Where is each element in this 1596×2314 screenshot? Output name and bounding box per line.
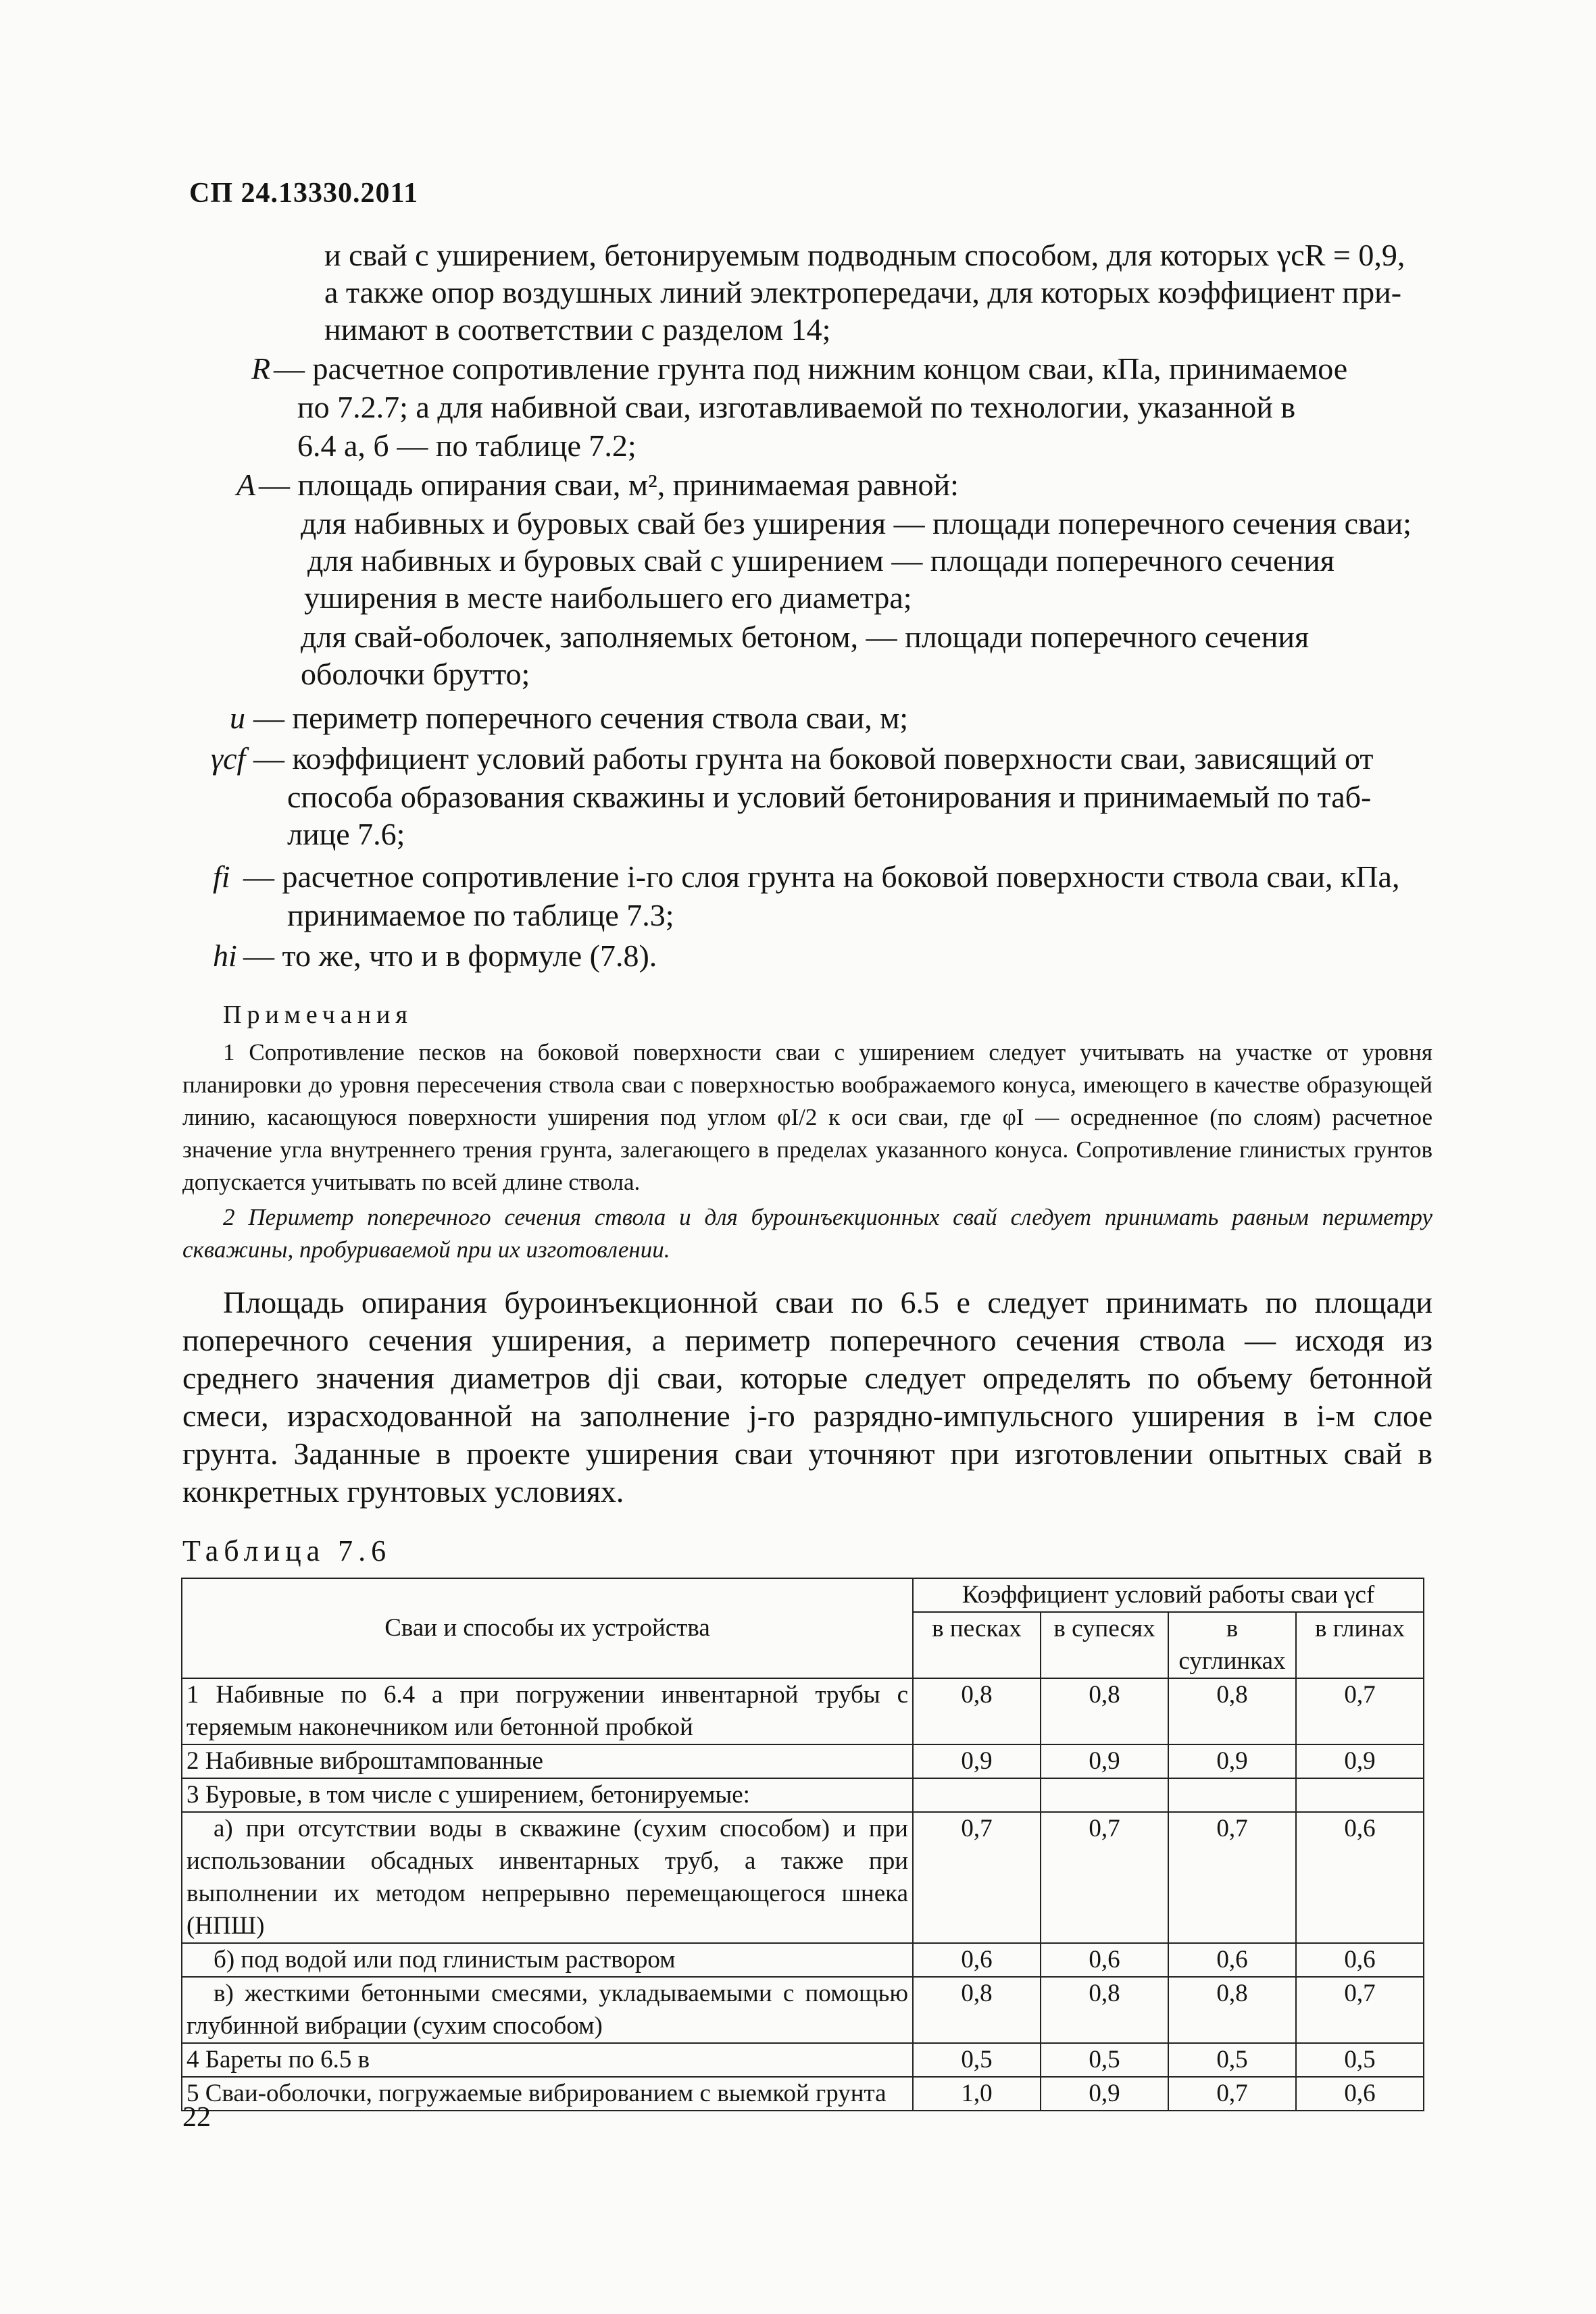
- row-name: 4 Бареты по 6.5 в: [182, 2043, 913, 2077]
- cell: 0,5: [1168, 2043, 1296, 2077]
- table-row: [182, 2077, 1424, 2111]
- cell: 0,5: [1041, 2043, 1168, 2077]
- cell: 0,8: [913, 1977, 1041, 2043]
- notes: [182, 999, 1432, 1266]
- def-term: R: [251, 351, 271, 386]
- note-item: 1 Сопротивление песков на боковой поверхности сваи с уширением следует учитывать на участке от уровня планировки до уровня пересечения ствола сваи с поверхностью воображаемого конуса, имеющего в качестве образующей линию, касающуюся поверхности уширения под углом φI/2 к оси сваи, где φI — осредненное (по слоям) расчетное значение угла внутреннего трения грунта, залегающего в пределах указанного конуса. Сопротивление глинистых грунтов допускается учитывать по всей длине ствола.: [182, 1039, 1432, 1195]
- cell: 0,6: [1296, 1812, 1424, 1943]
- header-loam: в суглинках: [1168, 1612, 1296, 1678]
- def-line: нимают в соответствии с разделом 14;: [324, 312, 831, 347]
- cell: [1296, 1778, 1424, 1812]
- cell: 0,5: [913, 2043, 1041, 2077]
- cell: 0,9: [913, 1744, 1041, 1778]
- row-name: 1 Набивные по 6.4 а при погружении инвентарной трубы с теряемым наконечником или бетонной пробкой: [182, 1678, 913, 1744]
- table-row: [182, 1943, 1424, 1977]
- cell: [1041, 1778, 1168, 1812]
- note-item: 2 Периметр поперечного сечения ствола u для буроинъекционных свай следует принимать равным периметру скважины, пробуриваемой при их изготовлении.: [182, 1204, 1432, 1263]
- def-line: оболочки брутто;: [301, 657, 530, 691]
- cell: 0,6: [1296, 1943, 1424, 1977]
- table-row: [182, 1977, 1424, 2043]
- cell: 0,6: [913, 1943, 1041, 1977]
- header-coefficient: Коэффициент условий работы сваи γcf: [913, 1578, 1424, 1612]
- table-row: [182, 1778, 1424, 1812]
- header-piles: Сваи и способы их устройства: [182, 1578, 913, 1678]
- def-line: и свай с уширением, бетонируемым подводным способом, для которых γcR = 0,9,: [324, 238, 1405, 272]
- cell: [1168, 1778, 1296, 1812]
- header-sand: в песках: [913, 1612, 1041, 1678]
- def-line: 6.4 а, б — по таблице 7.2;: [297, 428, 637, 463]
- def-line: принимаемое по таблице 7.3;: [287, 898, 674, 932]
- cell: 0,8: [1041, 1678, 1168, 1744]
- def-line: для набивных и буровых свай без уширения — площади поперечного сечения сваи;: [301, 506, 1412, 540]
- body-paragraph: Площадь опирания буроинъекционной сваи по 6.5 е следует принимать по площади поперечного сечения уширения, а периметр поперечного сечения ствола — исходя из среднего значения диаметров dji сваи, которые следует определять по объему бетонной смеси, израсходованной на заполнение j-го разрядно-импульсного уширения в i-м слое грунта. Заданные в проекте уширения сваи уточняют при изготовлении опытных свай в конкретных грунтовых условиях.: [182, 1285, 1432, 1509]
- def-line: для свай-оболочек, заполняемых бетоном, — площади поперечного сечения: [301, 620, 1310, 654]
- def-term: hi: [213, 938, 237, 973]
- def-line: способа образования скважины и условий бетонирования и принимаемый по таб-: [287, 780, 1372, 814]
- cell: 1,0: [913, 2077, 1041, 2111]
- def-term: A: [236, 468, 256, 502]
- def-line: по 7.2.7; а для набивной сваи, изготавливаемой по технологии, указанной в: [297, 390, 1296, 424]
- table-row: [182, 1812, 1424, 1943]
- header-clay: в глинах: [1296, 1612, 1424, 1678]
- def-line: — расчетное сопротивление i-го слоя грунта на боковой поверхности ствола сваи, кПа,: [243, 859, 1400, 894]
- document-code: СП 24.13330.2011: [189, 178, 419, 209]
- table-row: [182, 1744, 1424, 1778]
- table-7-6: [181, 1578, 1424, 2111]
- def-line: — периметр поперечного сечения ствола сваи, м;: [253, 701, 909, 735]
- row-name: а) при отсутствии воды в скважине (сухим способом) и при использовании обсадных инвентарных труб, а также при выполнении их методом непрерывно перемещающегося шнека (НПШ): [182, 1812, 913, 1943]
- cell: 0,8: [1168, 1678, 1296, 1744]
- table-row: [182, 1678, 1424, 1744]
- def-term: γcf: [211, 741, 246, 776]
- cell: 0,6: [1168, 1943, 1296, 1977]
- page-number: 22: [182, 2102, 211, 2133]
- cell: 0,9: [1041, 1744, 1168, 1778]
- cell: 0,8: [1168, 1977, 1296, 2043]
- def-line: а также опор воздушных линий электропередачи, для которых коэффициент при-: [324, 275, 1402, 309]
- row-name: 3 Буровые, в том числе с уширением, бетонируемые:: [182, 1778, 913, 1812]
- cell: 0,7: [1296, 1678, 1424, 1744]
- def-line: — расчетное сопротивление грунта под нижним концом сваи, кПа, принимаемое: [274, 351, 1348, 386]
- cell: 0,8: [913, 1678, 1041, 1744]
- cell: 0,9: [1296, 1744, 1424, 1778]
- row-name: б) под водой или под глинистым раствором: [182, 1943, 913, 1977]
- cell: 0,8: [1041, 1977, 1168, 2043]
- def-line: — то же, что и в формуле (7.8).: [243, 938, 657, 973]
- notes-title: Примечания: [223, 1001, 413, 1029]
- cell: 0,9: [1168, 1744, 1296, 1778]
- table-row: [182, 2043, 1424, 2077]
- cell: 0,5: [1296, 2043, 1424, 2077]
- cell: 0,7: [1296, 1977, 1424, 2043]
- def-term: u: [230, 701, 245, 735]
- cell: 0,6: [1296, 2077, 1424, 2111]
- cell: 0,7: [1168, 2077, 1296, 2111]
- cell: 0,7: [1041, 1812, 1168, 1943]
- def-line: лице 7.6;: [287, 817, 405, 851]
- cell: 0,7: [1168, 1812, 1296, 1943]
- row-name: в) жесткими бетонными смесями, укладываемыми с помощью глубинной вибрации (сухим способом): [182, 1977, 913, 2043]
- table-caption: Таблица 7.6: [182, 1534, 392, 1567]
- def-line: — площадь опирания сваи, м², принимаемая равной:: [259, 468, 959, 502]
- cell: 0,7: [913, 1812, 1041, 1943]
- def-line: для набивных и буровых свай с уширением — площади поперечного сечения: [307, 543, 1335, 578]
- def-line: — коэффициент условий работы грунта на боковой поверхности сваи, зависящий от: [253, 741, 1374, 776]
- cell: [913, 1778, 1041, 1812]
- def-line: уширения в месте наибольшего его диаметра;: [304, 580, 912, 615]
- row-name: 5 Сваи-оболочки, погружаемые вибрированием с выемкой грунта: [182, 2077, 913, 2111]
- def-term: fi: [213, 859, 230, 894]
- cell: 0,6: [1041, 1943, 1168, 1977]
- cell: 0,9: [1041, 2077, 1168, 2111]
- header-sandy-loam: в супесях: [1041, 1612, 1168, 1678]
- row-name: 2 Набивные виброштампованные: [182, 1744, 913, 1778]
